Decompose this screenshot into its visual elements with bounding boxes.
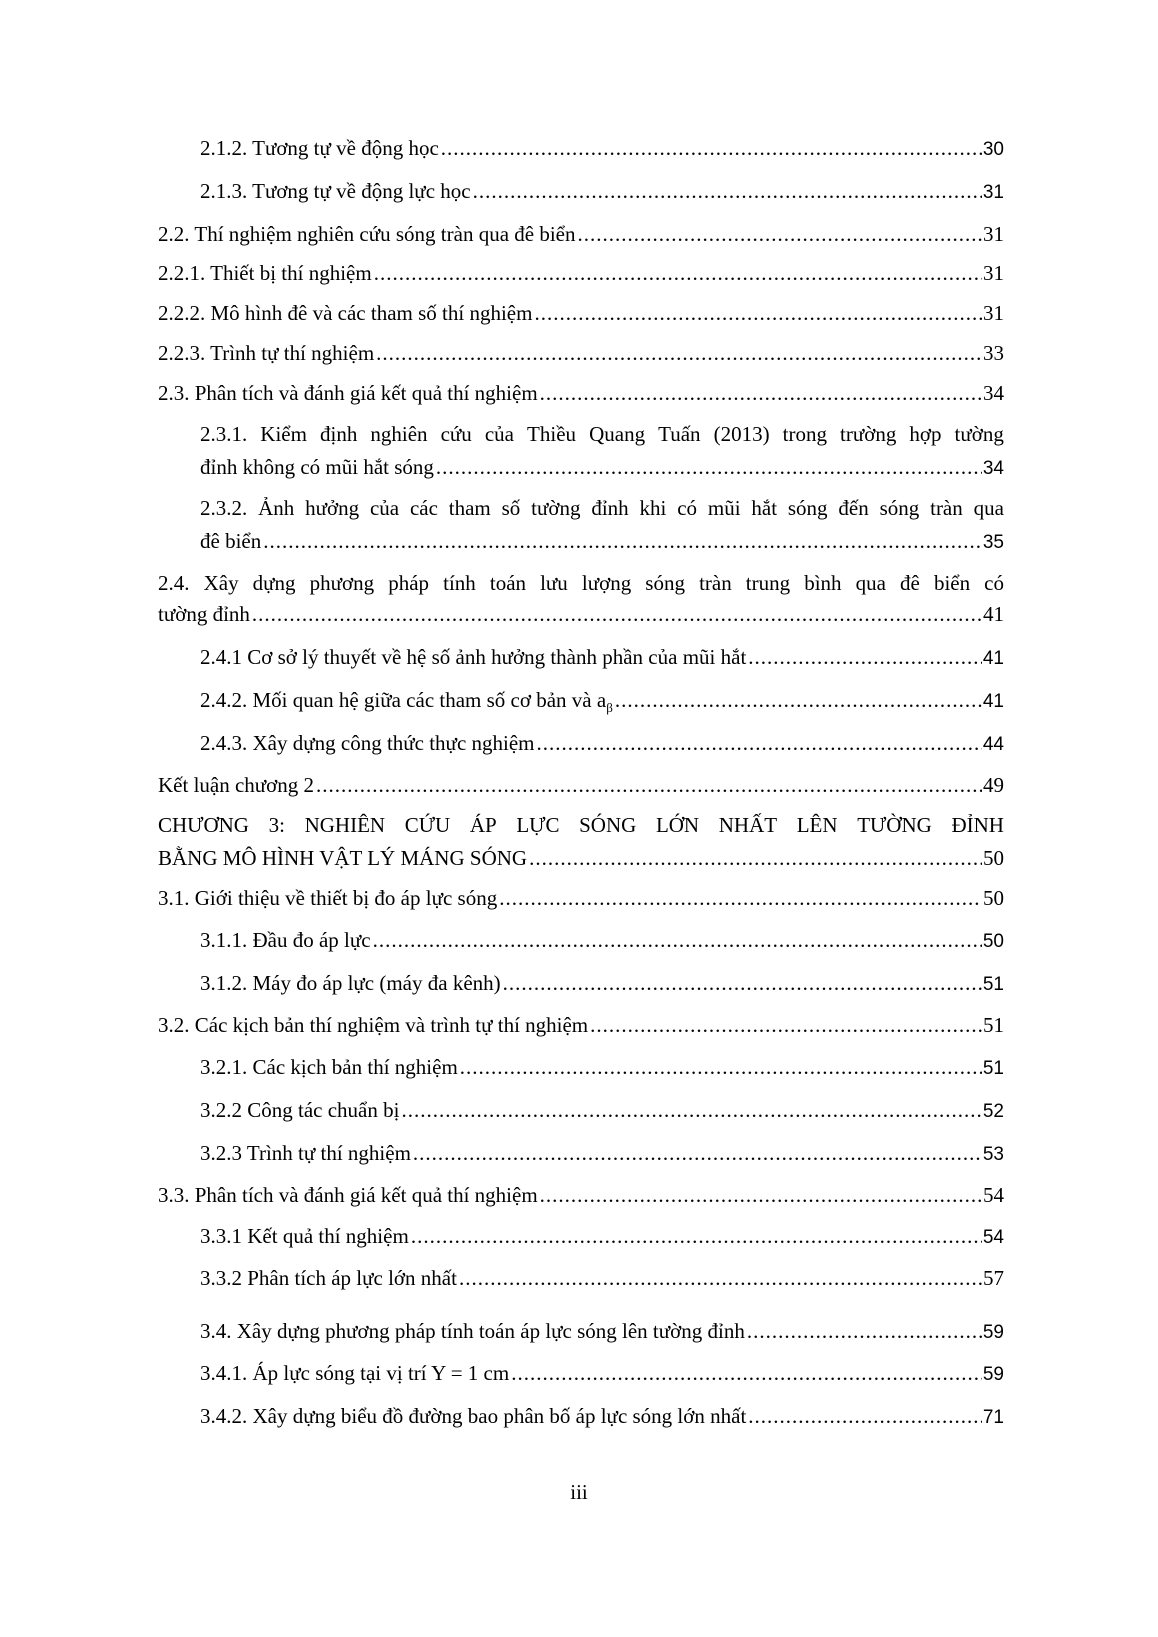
toc-entry-first-line bbox=[200, 422, 1004, 446]
toc-entry-page: 41 bbox=[982, 691, 1004, 712]
word: hắt bbox=[751, 496, 778, 520]
toc-leader bbox=[534, 301, 982, 325]
word: dựng bbox=[252, 571, 296, 595]
toc-entry-page: 31 bbox=[982, 182, 1004, 203]
word: qua bbox=[855, 571, 886, 595]
toc-entry-page: 33 bbox=[983, 341, 1004, 365]
word: tràn bbox=[930, 496, 963, 520]
word: số bbox=[501, 496, 521, 520]
word: LÊN bbox=[796, 813, 838, 837]
toc-entry[interactable] bbox=[200, 1098, 1004, 1124]
toc-entry-page: 41 bbox=[983, 602, 1004, 626]
toc-entry-title: 3.1. Giới thiệu về thiết bị đo áp lực sóng bbox=[158, 886, 498, 910]
toc-leader bbox=[511, 1361, 982, 1385]
word: 3: bbox=[268, 813, 285, 837]
toc-entry[interactable] bbox=[200, 529, 1004, 555]
toc-entry-page: 59 bbox=[982, 1322, 1004, 1343]
toc-entry-page: 35 bbox=[982, 532, 1004, 553]
toc-entry[interactable] bbox=[200, 1266, 1004, 1290]
toc-entry-page: 50 bbox=[983, 846, 1004, 870]
word: LỚN bbox=[655, 813, 700, 837]
toc-entry-title: BẰNG MÔ HÌNH VẬT LÝ MÁNG SÓNG bbox=[158, 846, 528, 870]
toc-entry-page: 54 bbox=[983, 1183, 1004, 1207]
toc-entry-title: 2.2.2. Mô hình đê và các tham số thí nghiệm bbox=[158, 301, 533, 325]
toc-leader bbox=[615, 688, 982, 712]
toc-entry-page: 52 bbox=[982, 1101, 1004, 1122]
word: biển bbox=[933, 571, 971, 595]
toc-leader bbox=[529, 846, 982, 870]
toc-entry[interactable] bbox=[158, 222, 1004, 246]
toc-entry[interactable] bbox=[158, 381, 1004, 405]
toc-leader bbox=[503, 971, 982, 995]
toc-entry[interactable] bbox=[158, 1183, 1004, 1207]
toc-leader bbox=[263, 529, 982, 553]
toc-entry-page: 59 bbox=[982, 1364, 1004, 1385]
word: hợp bbox=[909, 422, 942, 446]
toc-entry-title: 2.1.2. Tương tự về động học bbox=[200, 136, 439, 160]
toc-leader bbox=[748, 645, 982, 669]
toc-entry[interactable] bbox=[158, 773, 1004, 797]
toc-entry-page: 31 bbox=[983, 261, 1004, 285]
toc-entry-title: 3.2.1. Các kịch bản thí nghiệm bbox=[200, 1055, 458, 1079]
word: có bbox=[677, 496, 698, 520]
toc-entry-title: Kết luận chương 2 bbox=[158, 773, 315, 797]
word: các bbox=[409, 496, 438, 520]
toc-entry[interactable] bbox=[158, 341, 1004, 365]
toc-entry-page: 51 bbox=[983, 1013, 1004, 1037]
toc-leader bbox=[590, 1013, 982, 1037]
word: bình bbox=[804, 571, 842, 595]
toc-leader bbox=[747, 1319, 982, 1343]
toc-entry-title: 3.3. Phân tích và đánh giá kết quả thí nghiệm bbox=[158, 1183, 538, 1207]
toc-entry-title: 3.3.1 Kết quả thí nghiệm bbox=[200, 1224, 409, 1248]
word: Tuấn bbox=[658, 422, 701, 446]
toc-entry-title: đê biển bbox=[200, 529, 262, 553]
word: tường bbox=[954, 422, 1004, 446]
toc-entry[interactable] bbox=[158, 1013, 1004, 1037]
word: Xây bbox=[203, 571, 239, 595]
word: ĐỈNH bbox=[951, 813, 1004, 837]
toc-entry-first-line bbox=[158, 813, 1004, 837]
word: tràn bbox=[699, 571, 732, 595]
toc-entry-page: 41 bbox=[982, 648, 1004, 669]
toc-leader bbox=[374, 261, 982, 285]
toc-entry-page: 51 bbox=[982, 1058, 1004, 1079]
toc-leader bbox=[436, 455, 982, 479]
toc-leader bbox=[411, 1224, 982, 1248]
toc-leader bbox=[499, 886, 982, 910]
toc-entry-title: 3.1.2. Máy đo áp lực (máy đa kênh) bbox=[200, 971, 501, 995]
word: CHƯƠNG bbox=[158, 813, 249, 837]
toc-entry[interactable] bbox=[158, 846, 1004, 870]
toc-leader bbox=[537, 731, 982, 755]
toc-leader bbox=[373, 928, 982, 952]
toc-entry-title: 3.1.1. Đầu đo áp lực bbox=[200, 928, 371, 952]
toc-entry[interactable] bbox=[200, 1055, 1004, 1081]
toc-entry-title-line bbox=[158, 571, 1004, 595]
toc-entry[interactable] bbox=[200, 1404, 1004, 1430]
toc-entry[interactable] bbox=[200, 1319, 1004, 1345]
word: tham bbox=[448, 496, 491, 520]
toc-entry[interactable] bbox=[200, 731, 1004, 757]
word: sóng bbox=[787, 496, 828, 520]
toc-entry-title: 2.1.3. Tương tự về động lực học bbox=[200, 179, 471, 203]
toc-entry[interactable] bbox=[200, 455, 1004, 481]
toc-entry-page: 34 bbox=[983, 381, 1004, 405]
toc-entry[interactable] bbox=[200, 136, 1004, 162]
toc-entry-title: 3.2. Các kịch bản thí nghiệm và trình tự thí nghiệm bbox=[158, 1013, 589, 1037]
word: khi bbox=[639, 496, 667, 520]
word: 2.4. bbox=[158, 571, 190, 595]
toc-entry-title: 3.4.1. Áp lực sóng tại vị trí Y = 1 cm bbox=[200, 1361, 510, 1385]
toc-entry[interactable] bbox=[158, 301, 1004, 325]
word: 2.3.2. bbox=[200, 496, 248, 520]
word: sóng bbox=[879, 496, 920, 520]
toc-leader bbox=[540, 1183, 982, 1207]
word: hưởng bbox=[305, 496, 360, 520]
word: đỉnh bbox=[591, 496, 629, 520]
toc-entry[interactable] bbox=[200, 688, 1004, 714]
word: lưu bbox=[540, 571, 568, 595]
word: mũi bbox=[707, 496, 741, 520]
toc-entry-title: 2.3. Phân tích và đánh giá kết quả thí nghiệm bbox=[158, 381, 538, 405]
toc-entry[interactable] bbox=[200, 1361, 1004, 1387]
toc-leader bbox=[459, 1266, 982, 1290]
toc-leader bbox=[413, 1141, 982, 1165]
word: tính bbox=[443, 571, 476, 595]
word: của bbox=[484, 422, 514, 446]
toc-entry-title-line bbox=[200, 422, 1004, 446]
toc-leader bbox=[441, 136, 982, 160]
toc-leader bbox=[473, 179, 982, 203]
toc-entry-title: 2.2. Thí nghiệm nghiên cứu sóng tràn qua đê biển bbox=[158, 222, 576, 246]
toc-leader bbox=[460, 1055, 982, 1079]
word: sóng bbox=[645, 571, 685, 595]
toc-leader bbox=[540, 381, 982, 405]
toc-entry-page: 34 bbox=[982, 458, 1004, 479]
toc-entry-title-line bbox=[200, 496, 1004, 520]
toc-entry[interactable] bbox=[158, 261, 1004, 285]
toc-entry[interactable] bbox=[158, 886, 1004, 910]
word: đến bbox=[838, 496, 869, 520]
word: cứu bbox=[440, 422, 472, 446]
toc-entry-title: 3.2.3 Trình tự thí nghiệm bbox=[200, 1141, 411, 1165]
toc-entry-page: 31 bbox=[983, 222, 1004, 246]
toc-entry-page: 50 bbox=[982, 931, 1004, 952]
toc-entry[interactable] bbox=[200, 1141, 1004, 1167]
toc-entry-page: 31 bbox=[983, 301, 1004, 325]
toc-entry[interactable] bbox=[158, 602, 1004, 626]
toc-entry[interactable] bbox=[200, 928, 1004, 954]
word: đê bbox=[900, 571, 920, 595]
toc-entry[interactable] bbox=[200, 179, 1004, 205]
toc-entry-title-line bbox=[158, 813, 1004, 837]
word: Thiều bbox=[527, 422, 577, 446]
toc-leader bbox=[401, 1098, 981, 1122]
page-number: iii bbox=[570, 1480, 588, 1504]
toc-entry-title: 2.4.1 Cơ sở lý thuyết về hệ số ảnh hưởng thành phần của mũi hắt bbox=[200, 645, 747, 669]
toc-entry[interactable] bbox=[200, 971, 1004, 997]
toc-entry-title: 3.4.2. Xây dựng biểu đồ đường bao phân bố áp lực sóng lớn nhất bbox=[200, 1404, 747, 1428]
toc-entry-first-line bbox=[158, 571, 1004, 595]
toc-leader bbox=[252, 602, 982, 626]
toc-entry-page: 71 bbox=[982, 1407, 1004, 1428]
toc-entry-title: đỉnh không có mũi hắt sóng bbox=[200, 455, 434, 479]
word: (2013) bbox=[713, 422, 770, 446]
word: Quang bbox=[589, 422, 646, 446]
toc-entry[interactable] bbox=[200, 1224, 1004, 1250]
word: của bbox=[369, 496, 400, 520]
toc-entry-page: 50 bbox=[983, 886, 1004, 910]
toc-entry-title: 2.4.3. Xây dựng công thức thực nghiệm bbox=[200, 731, 535, 755]
toc-leader bbox=[578, 222, 983, 246]
word: qua bbox=[973, 496, 1004, 520]
toc-entry-first-line bbox=[200, 496, 1004, 520]
word: Ảnh bbox=[258, 496, 295, 520]
toc-leader bbox=[316, 773, 982, 797]
word: CỨU bbox=[404, 813, 451, 837]
toc-entry-page: 51 bbox=[982, 974, 1004, 995]
word: 2.3.1. bbox=[200, 422, 248, 446]
toc-entry-page: 30 bbox=[982, 139, 1004, 160]
toc-entry-page: 57 bbox=[983, 1266, 1004, 1290]
word: trung bbox=[745, 571, 791, 595]
toc-entry-title: tường đỉnh bbox=[158, 602, 250, 626]
word: NHẤT bbox=[718, 813, 778, 837]
toc-leader bbox=[748, 1404, 982, 1428]
word: toán bbox=[489, 571, 527, 595]
word: phương bbox=[309, 571, 375, 595]
word: tường bbox=[531, 496, 581, 520]
word: trường bbox=[840, 422, 897, 446]
word: trong bbox=[782, 422, 827, 446]
word: LỰC bbox=[516, 813, 560, 837]
toc-entry-title: 2.2.1. Thiết bị thí nghiệm bbox=[158, 261, 372, 285]
toc-entry-page: 54 bbox=[982, 1227, 1004, 1248]
word: có bbox=[984, 571, 1004, 595]
word: NGHIÊN bbox=[304, 813, 386, 837]
toc-entry-title-text: 2.4.2. Mối quan hệ giữa các tham số cơ bản và a bbox=[200, 688, 607, 712]
subscript-beta: β bbox=[606, 700, 613, 716]
word: nghiên bbox=[370, 422, 428, 446]
toc-entry-title bbox=[200, 688, 613, 716]
toc-leader bbox=[376, 341, 982, 365]
toc-entry[interactable] bbox=[200, 645, 1004, 671]
word: SÓNG bbox=[579, 813, 637, 837]
toc-entry-title: 3.4. Xây dựng phương pháp tính toán áp lực sóng lên tường đỉnh bbox=[200, 1319, 745, 1343]
word: định bbox=[320, 422, 358, 446]
toc-entry-page: 53 bbox=[982, 1144, 1004, 1165]
word: pháp bbox=[388, 571, 430, 595]
word: Kiểm bbox=[260, 422, 307, 446]
toc-entry-page: 49 bbox=[983, 773, 1004, 797]
word: ÁP bbox=[469, 813, 497, 837]
toc-entry-title: 3.2.2 Công tác chuẩn bị bbox=[200, 1098, 400, 1122]
toc-entry-page: 44 bbox=[982, 734, 1004, 755]
word: TƯỜNG bbox=[857, 813, 932, 837]
toc-entry-title: 2.2.3. Trình tự thí nghiệm bbox=[158, 341, 375, 365]
toc-entry-title: 3.3.2 Phân tích áp lực lớn nhất bbox=[200, 1266, 457, 1290]
word: lượng bbox=[581, 571, 632, 595]
